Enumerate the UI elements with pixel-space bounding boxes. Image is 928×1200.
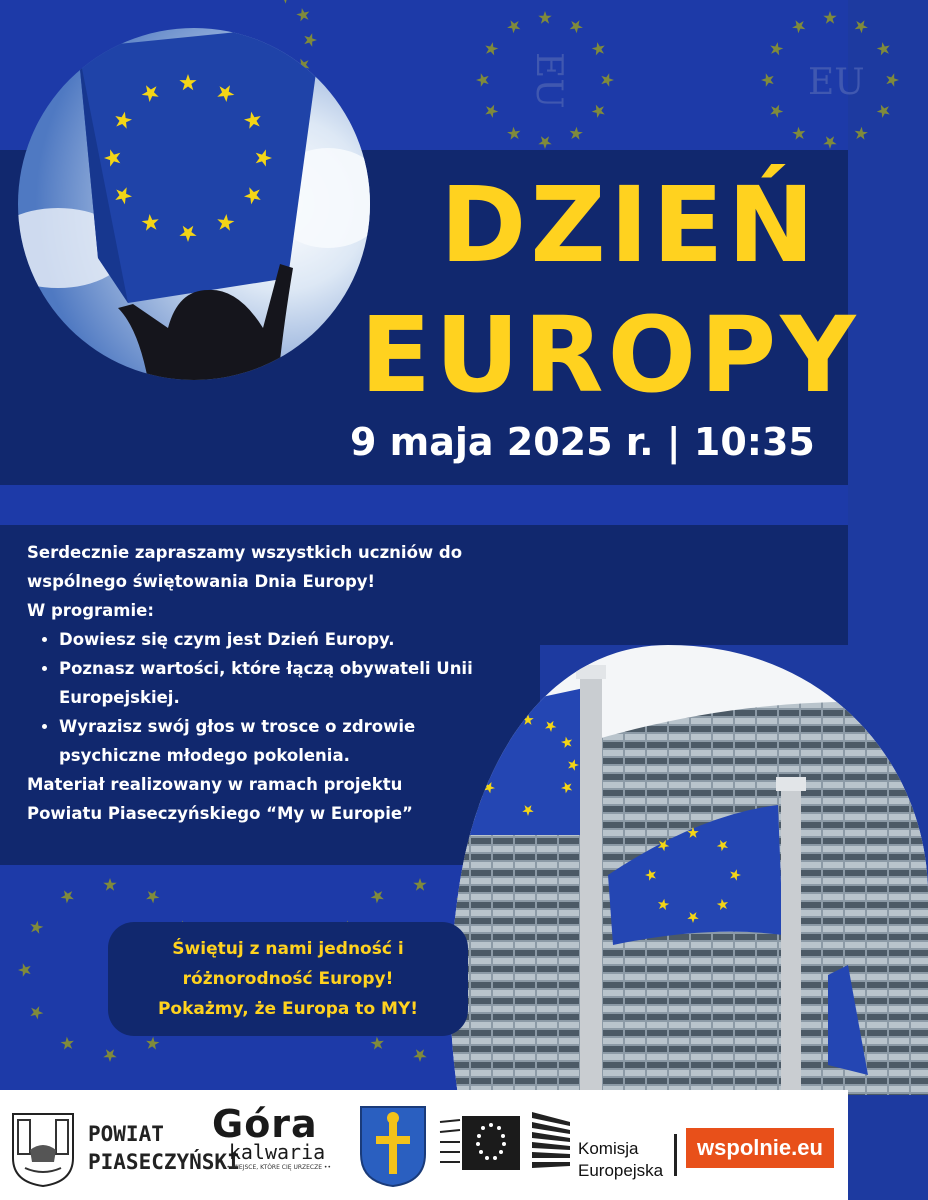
cta-line: różnorodność Europy! [182,969,394,989]
kalwaria-text: kalwaria [228,1140,326,1164]
flag-holder-photo [18,28,370,380]
title-line-1: DZIEŃ [440,164,819,286]
komisja-line-1: Komisja [578,1139,639,1158]
eu-flags-building-photo [448,645,928,1095]
project-note: Materiał realizowany w ramach projektu Powiatu Piaseczyńskiego “My w Europie” [27,775,413,823]
komisja-label [578,1138,663,1182]
powiat-coat-of-arms-icon [10,1110,76,1188]
program-item: • Poznasz wartości, które łączą obywateli Unii Europejskiej. [59,654,479,712]
eu-flag-icon [440,1112,522,1174]
gora-kalwaria-logo [212,1102,342,1171]
program-label: W programie: [27,601,154,620]
kalwaria-tagline: •• MIEJSCE, KTÓRE CIĘ URZECZE •• [222,1164,331,1171]
text-panel-right [540,525,848,645]
title-line-2: EUROPY [360,294,860,416]
event-date-time: 9 maja 2025 r. | 10:35 [350,420,815,464]
cta-line: Świętuj z nami jedność i [172,939,404,959]
footer-divider [674,1134,677,1176]
komisja-line-2: Europejska [578,1161,664,1180]
eu-emblem-text-2: EU [808,62,865,103]
european-commission-icon [530,1110,572,1178]
powiat-line-1: POWIAT [88,1122,164,1146]
cta-box [108,922,468,1036]
cta-line: Pokażmy, że Europa to MY! [157,999,419,1019]
powiat-line-2: PIASECZYŃSKI [88,1150,240,1174]
eu-emblem-text-1: EU [528,52,569,109]
mid-band [0,485,848,525]
wspolnie-logo: wspolnie.eu [686,1128,834,1168]
invite-text: Serdecznie zapraszamy wszystkich uczniów do wspólnego świętowania Dnia Europy! [27,543,463,591]
program-item: • Wyrazisz swój głos w trosce o zdrowie psychiczne młodego pokolenia. [59,712,479,770]
kalwaria-coat-of-arms-icon [358,1104,428,1188]
program-item: • Dowiesz się czym jest Dzień Europy. [59,625,527,654]
gora-logo-text: Góra [212,1102,318,1146]
